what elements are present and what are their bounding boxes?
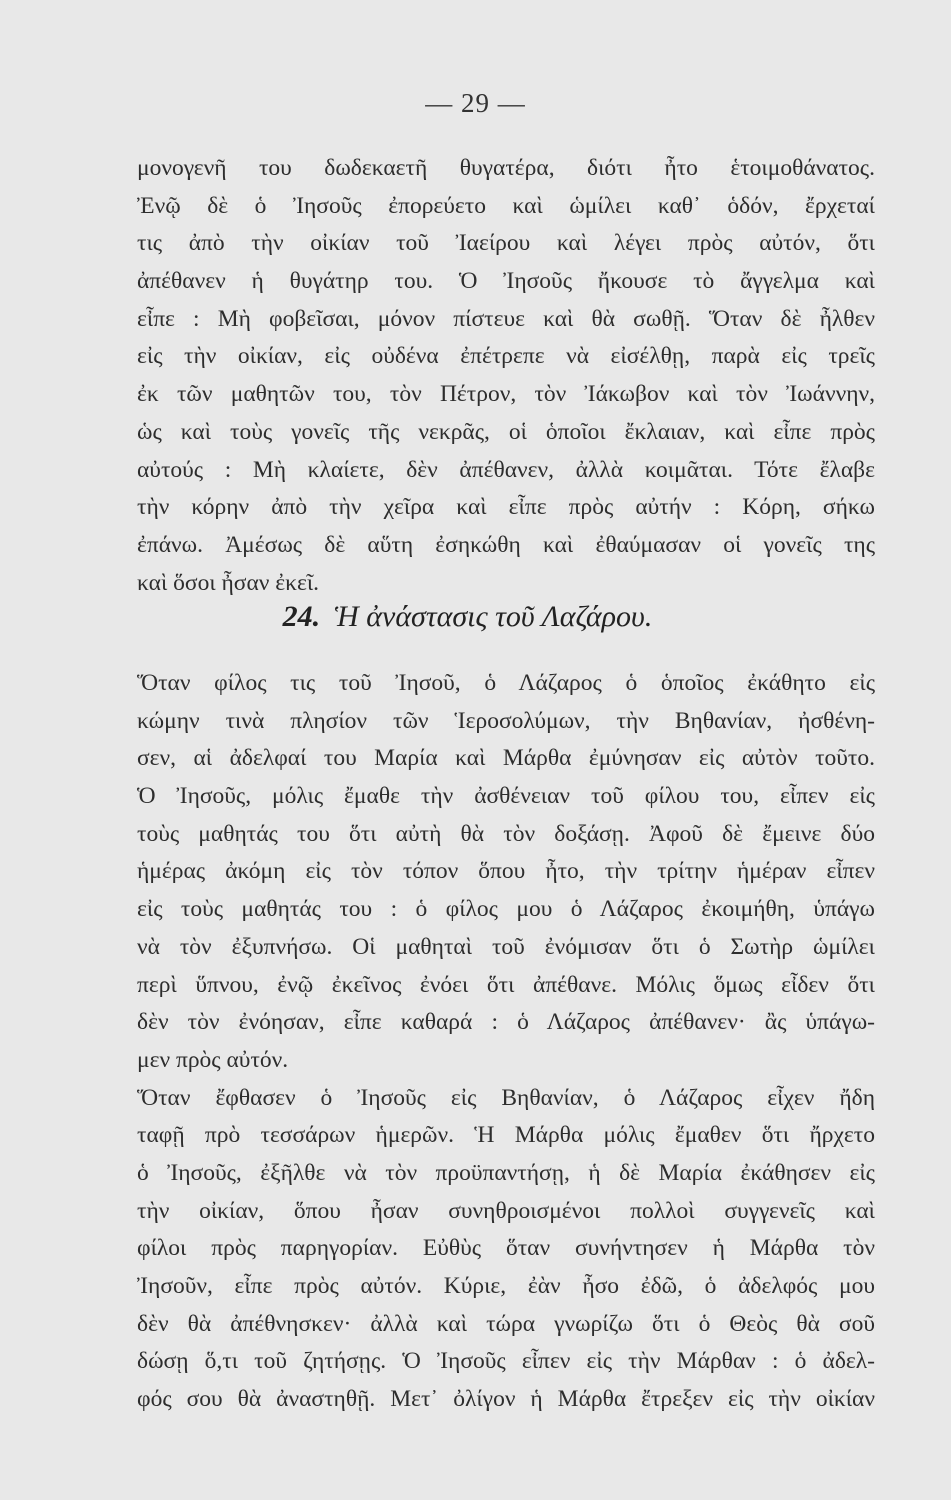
text-line: φίλοι πρὸς παρηγορίαν. Εὐθὺς ὅταν συνήντησεν ἡ Μάρθα τὸν: [137, 1235, 875, 1262]
text-line: δὲν θὰ ἀπέθνησκεν· ἀλλὰ καὶ τώρα γνωρίζω ὅτι ὁ Θεὸς θὰ σοῦ: [137, 1310, 875, 1337]
text-line: ἡμέρας ἀκόμη εἰς τὸν τόπον ὅπου ἦτο, τὴν τρίτην ἡμέραν εἶπεν: [137, 858, 875, 885]
text-line: εἰς τοὺς μαθητάς του : ὁ φίλος μου ὁ Λάζαρος ἐκοιμήθη, ὑπάγω: [137, 896, 875, 923]
text-line: δώσῃ ὅ,τι τοῦ ζητήσῃς. Ὁ Ἰησοῦς εἶπεν εἰς τὴν Μάρθαν : ὁ ἀδελ-: [137, 1348, 875, 1375]
text-line: δὲν τὸν ἐνόησαν, εἶπε καθαρά : ὁ Λάζαρος ἀπέθανεν· ἂς ὑπάγω-: [137, 1009, 875, 1036]
text-line: Ὅταν ἔφθασεν ὁ Ἰησοῦς εἰς Βηθανίαν, ὁ Λάζαρος εἶχεν ἤδη: [137, 1084, 875, 1111]
text-line: νὰ τὸν ἐξυπνήσω. Οἱ μαθηταὶ τοῦ ἐνόμισαν ὅτι ὁ Σωτὴρ ὡμίλει: [137, 933, 875, 960]
text-line: εἶπε : Μὴ φοβεῖσαι, μόνον πίστευε καὶ θὰ σωθῇ. Ὅταν δὲ ἦλθεν: [137, 305, 875, 332]
text-line: ὁ Ἰησοῦς, ἐξῆλθε νὰ τὸν προϋπαντήσῃ, ἡ δὲ Μαρία ἐκάθησεν εἰς: [137, 1159, 875, 1186]
section-title: Ἡ ἀνάστασις τοῦ Λαζάρου.: [334, 600, 653, 633]
text-line: εἰς τὴν οἰκίαν, εἰς οὐδένα ἐπέτρεπε νὰ εἰσέλθῃ, παρὰ εἰς τρεῖς: [137, 343, 875, 370]
text-line: μεν πρὸς αὐτόν.: [137, 1046, 289, 1073]
text-line: τοὺς μαθητάς του ὅτι αὐτὴ θὰ τὸν δοξάσῃ. Ἀφοῦ δὲ ἔμεινε δύο: [137, 820, 875, 847]
text-line: τὴν κόρην ἀπὸ τὴν χεῖρα καὶ εἶπε πρὸς αὐτήν : Κόρη, σήκω: [137, 494, 875, 521]
text-line: ἐπάνω. Ἀμέσως δὲ αὕτη ἐσηκώθη καὶ ἐθαύμασαν οἱ γονεῖς της: [137, 531, 875, 558]
page-number: — 29 —: [425, 88, 526, 118]
text-line: Ἐνῷ δὲ ὁ Ἰησοῦς ἐπορεύετο καὶ ὡμίλει καθ᾽ ὁδόν, ἔρχεταί: [137, 192, 875, 219]
text-line: Ἰησοῦν, εἶπε πρὸς αὐτόν. Κύριε, ἐὰν ἦσο ἐδῶ, ὁ ἀδελφός μου: [137, 1273, 875, 1299]
text-line: μονογενῆ του δωδεκαετῆ θυγατέρα, διότι ἦτο ἑτοιμοθάνατος.: [137, 155, 875, 181]
text-line: ἐκ τῶν μαθητῶν του, τὸν Πέτρον, τὸν Ἰάκωβον καὶ τὸν Ἰωάννην,: [137, 381, 875, 408]
text-line: ὡς καὶ τοὺς γονεῖς τῆς νεκρᾶς, οἱ ὁποῖοι ἔκλαιαν, καὶ εἶπε πρὸς: [137, 418, 875, 445]
text-line: Ὁ Ἰησοῦς, μόλις ἔμαθε τὴν ἀσθένειαν τοῦ φίλου του, εἶπεν εἰς: [137, 783, 875, 810]
text-line: Ὅταν φίλος τις τοῦ Ἰησοῦ, ὁ Λάζαρος ὁ ὁποῖος ἐκάθητο εἰς: [137, 670, 875, 696]
text-line: ταφῇ πρὸ τεσσάρων ἡμερῶν. Ἡ Μάρθα μόλις ἔμαθεν ὅτι ἤρχετο: [137, 1122, 875, 1149]
text-line: κώμην τινὰ πλησίον τῶν Ἱεροσολύμων, τὴν Βηθανίαν, ἠσθένη-: [137, 707, 875, 734]
text-line: ἀπέθανεν ἡ θυγάτηρ του. Ὁ Ἰησοῦς ἤκουσε τὸ ἄγγελμα καὶ: [137, 268, 875, 295]
text-line: καὶ ὅσοι ἦσαν ἐκεῖ.: [137, 569, 320, 596]
text-line: αὐτούς : Μὴ κλαίετε, δὲν ἀπέθανεν, ἀλλὰ κοιμᾶται. Τότε ἔλαβε: [137, 456, 875, 483]
text-line: φός σου θὰ ἀναστηθῇ. Μετ᾽ ὀλίγον ἡ Μάρθα ἔτρεξεν εἰς τὴν οἰκίαν: [137, 1386, 875, 1413]
paragraph-3: [137, 1080, 875, 1419]
section-number: 24.: [282, 600, 321, 633]
paragraph-1: [137, 150, 875, 602]
paragraph-2: [137, 665, 875, 1080]
text-line: τις ἀπὸ τὴν οἰκίαν τοῦ Ἰαείρου καὶ λέγει πρὸς αὐτόν, ὅτι: [137, 230, 875, 257]
text-line: περὶ ὕπνου, ἐνῷ ἐκεῖνος ἐνόει ὅτι ἀπέθανε. Μόλις ὅμως εἶδεν ὅτι: [137, 971, 875, 998]
section-body: [137, 665, 875, 1419]
section-heading: [0, 600, 943, 634]
text-line: τὴν οἰκίαν, ὅπου ἦσαν συνηθροισμένοι πολλοὶ συγγενεῖς καὶ: [137, 1197, 875, 1224]
text-line: σεν, αἱ ἀδελφαί του Μαρία καὶ Μάρθα ἐμύνησαν εἰς αὐτὸν τοῦτο.: [137, 745, 875, 772]
